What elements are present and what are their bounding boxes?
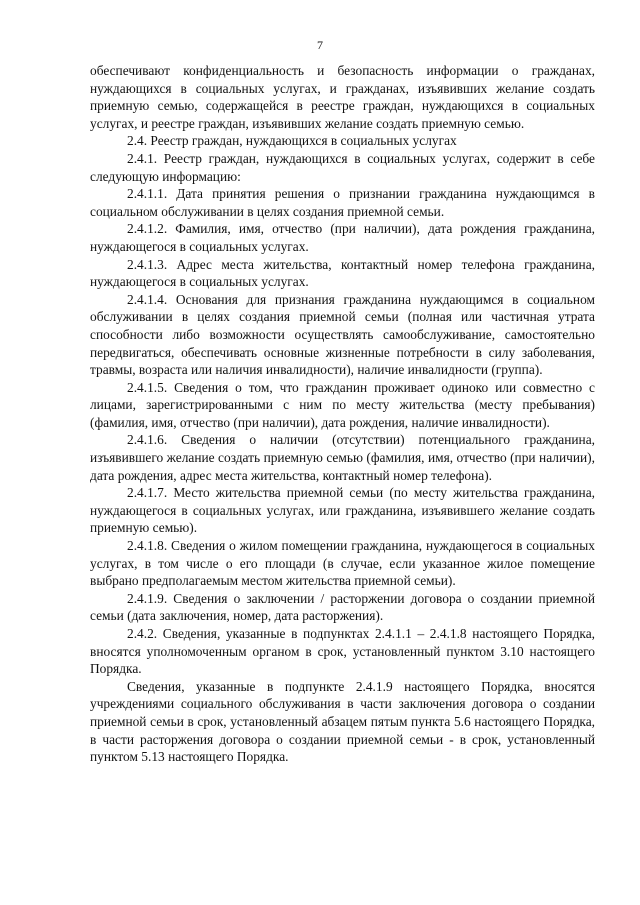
page-number: 7 (317, 38, 323, 52)
paragraph-2-4-1-8: 2.4.1.8. Сведения о жилом помещении гражданина, нуждающегося в социальных услугах, в том числе о его площади (в случае, если указанное жилое помещение выбрано предполагаемым местом жительства приемной семьи). (90, 538, 595, 589)
paragraph-2-4-1-2: 2.4.1.2. Фамилия, имя, отчество (при наличии), дата рождения гражданина, нуждающегося в социальных услугах. (90, 221, 595, 254)
paragraph-2-4-1-7: 2.4.1.7. Место жительства приемной семьи (по месту жительства гражданина, нуждающегося в социальных услугах, или гражданина, изъявившего желание создать приемную семью). (90, 485, 595, 536)
paragraph-2-4-1-9: 2.4.1.9. Сведения о заключении / расторжении договора о создании приемной семьи (дата заключения, номер, дата расторжения). (90, 590, 595, 624)
paragraph-2-4-1-4: 2.4.1.4. Основания для признания гражданина нуждающимся в социальном обслуживании в целях создания приемной семьи (полная или частичная утрата способности либо возможности осуществлять самообслуживание, самостоятельно передвигаться, обеспечивать основные жизненные потребности в силу заболевания, травмы, возраста или наличия инвалидности), наличие инвалидности (группа). (90, 291, 595, 378)
paragraph-continuation: обеспечивают конфиденциальность и безопасность информации о гражданах, нуждающихся в социальных услугах, и гражданах, изъявивших желание создать приемную семью, содержащейся в реестре граждан, нуждающихся в социальных услугах, и реестре граждан, изъявивших желание создать приемную семью. (90, 63, 595, 131)
document-body (90, 62, 595, 766)
paragraph-2-4-1: 2.4.1. Реестр граждан, нуждающихся в социальных услугах, содержит в себе следующую информацию: (90, 150, 595, 184)
paragraph-2-4-1-3: 2.4.1.3. Адрес места жительства, контактный номер телефона гражданина, нуждающегося в социальных услугах. (90, 256, 595, 290)
paragraph-2-4-1-1: 2.4.1.1. Дата принятия решения о признании гражданина нуждающимся в социальном обслуживании в целях создания приемной семьи. (90, 186, 595, 219)
paragraph-2-4-2-continued: Сведения, указанные в подпункте 2.4.1.9 настоящего Порядка, вносятся учреждениями социального обслуживания в части заключения договора о создании приемной семьи в срок, установленный абзацем пятым пункта 5.6 настоящего Порядка, в части расторжения договора о создании приемной семьи - в срок, установленный пунктом 5.13 настоящего Порядка. (90, 678, 595, 765)
paragraph-2-4-1-5: 2.4.1.5. Сведения о том, что гражданин проживает одиноко или совместно с лицами, зарегистрированными с ним по месту жительства (месту пребывания) (фамилия, имя, отчество (при наличии), дата рождения, наличие инвалидности). (90, 379, 595, 430)
paragraph-2-4-heading: 2.4. Реестр граждан, нуждающихся в социальных услугах (127, 133, 457, 149)
paragraph-2-4-1-6: 2.4.1.6. Сведения о наличии (отсутствии) потенциального гражданина, изъявившего желание создать приемную семью (фамилия, имя, отчество (при наличии), дата рождения, адрес места жительства, контактный номер телефона). (90, 432, 595, 483)
paragraph-2-4-2: 2.4.2. Сведения, указанные в подпунктах 2.4.1.1 – 2.4.1.8 настоящего Порядка, вносятся уполномоченным органом в срок, установленный пунктом 3.10 настоящего Порядка. (90, 626, 595, 677)
